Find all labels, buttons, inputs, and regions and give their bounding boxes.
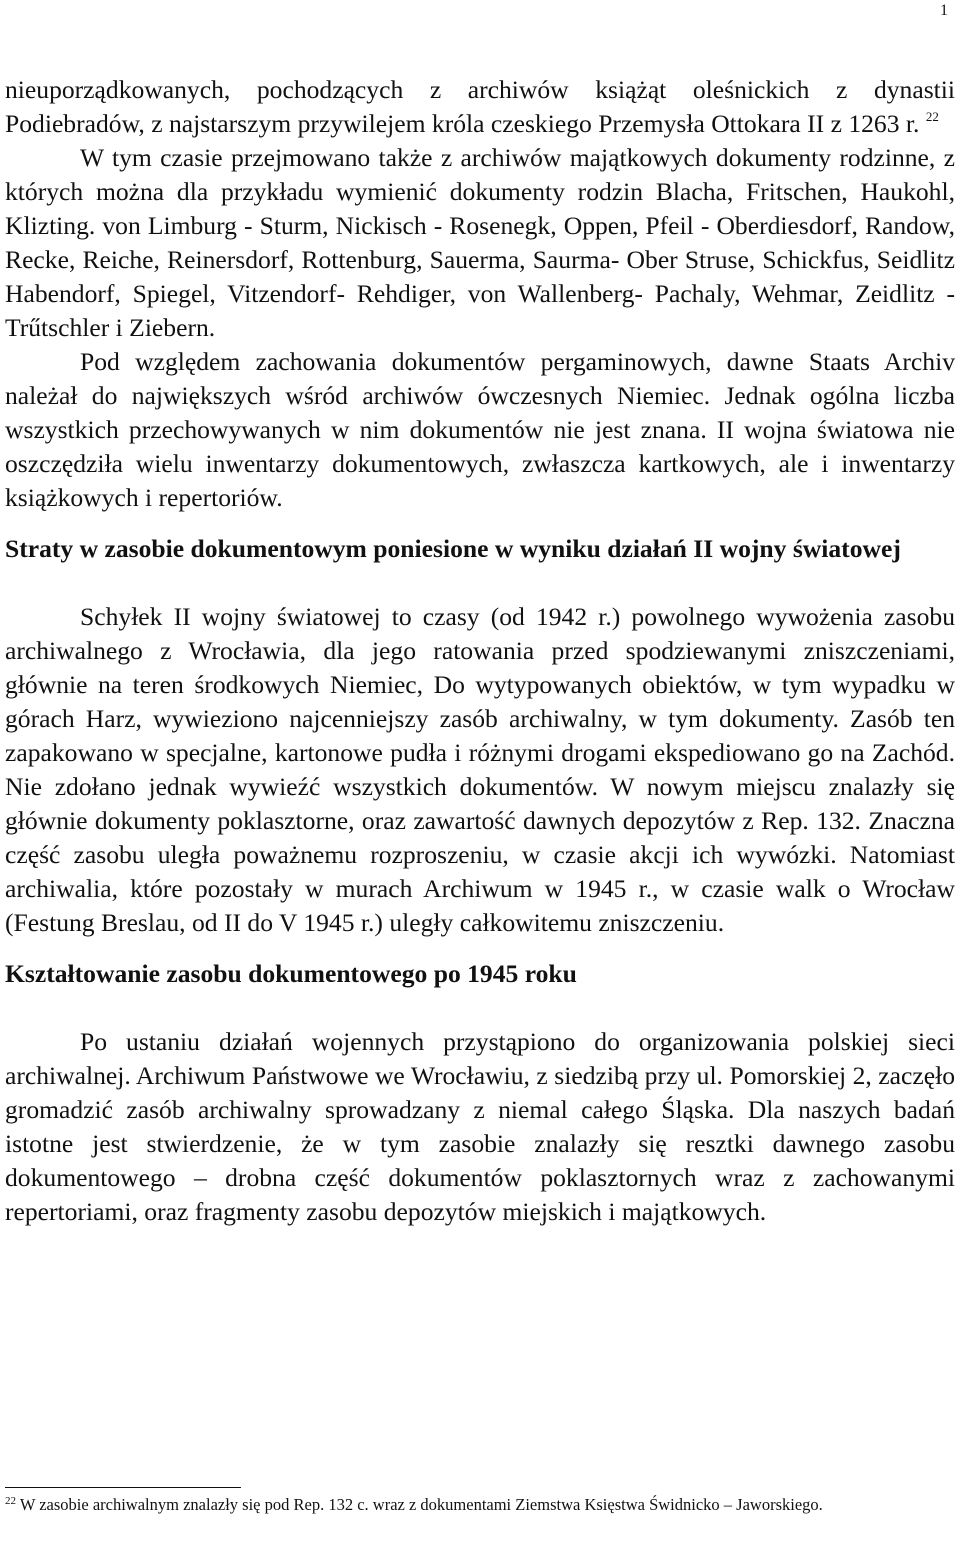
page-number: 1 [940,2,948,19]
paragraph-continuation [5,73,955,141]
paragraph-family-documents: W tym czasie przejmowano także z archiwów majątkowych dokumenty rodzinne, z których można dla przykładu wymienić dokumenty rodzin Blacha, Fritschen, Haukohl, Klizting. von Limburg - Sturm, Nickisch - Rosenegk, Oppen, Pfeil - Oberdiesdorf, Randow, Recke, Reiche, Reinersdorf, Rottenburg, Sauerma, Saurma- Ober Struse, Schickfus, Seidlitz Habendorf, Spiegel, Vitzendorf- Rehdiger, von Wallenberg- Pachaly, Wehmar, Zeidlitz - Trűtschler i Ziebern. [5,143,955,342]
paragraph-text: nieuporządkowanych, pochodzących z archiwów książąt oleśnickich z dynastii Podiebradów, z najstarszym przywilejem króla czeskiego Przemysła Ottokara II z 1263 r. [5,75,955,138]
footnote-text: W zasobie archiwalnym znalazły się pod Rep. 132 c. wraz z dokumentami Ziemstwa Księstwa Świdnicko – Jaworskiego. [16,1495,823,1514]
section-heading-post-1945: Kształtowanie zasobu dokumentowego po 1945 roku [5,959,577,988]
paragraph-parchment-documents: Pod względem zachowania dokumentów pergaminowych, dawne Staats Archiv należał do największych wśród archiwów ówczesnych Niemiec. Jednak ogólna liczba wszystkich przechowywanych w nim dokumentów nie jest znana. II wojna światowa nie oszczędziła wielu inwentarzy dokumentowych, zwłaszcza kartkowych, ale i inwentarzy książkowych i repertoriów. [5,347,955,512]
paragraph-post-1945: Po ustaniu działań wojennych przystąpiono do organizowania polskiej sieci archiwalnej. Archiwum Państwowe we Wrocławiu, z siedzibą przy ul. Pomorskiej 2, zaczęło gromadzić zasób archiwalny sprowadzany z niemal całego Śląska. Dla naszych badań istotne jest stwierdzenie, że w tym zasobie znalazły się resztki dawnego zasobu dokumentowego – drobna część dokumentów poklasztornych wraz z zachowanymi repertoriami, oraz fragmenty zasobu depozytów miejskich i majątkowych. [5,1027,955,1226]
footnote [5,1492,955,1517]
paragraph-losses: Schyłek II wojny światowej to czasy (od 1942 r.) powolnego wywożenia zasobu archiwalnego z Wrocławia, dla jego ratowania przed spodziewanymi zniszczeniami, głównie na teren środkowych Niemiec, Do wytypowanych obiektów, w tym wypadku w górach Harz, wywieziono najcenniejszy zasób archiwalny, w tym dokumenty. Zasób ten zapakowano w specjalne, kartonowe pudła i różnymi drogami ekspediowano go na Zachód. Nie zdołano jednak wywieźć wszystkich dokumentów. W nowym miejscu znalazły się głównie dokumenty poklasztorne, oraz zawartość dawnych depozytów z Rep. 132. Znaczna część zasobu uległa poważnemu rozproszeniu, w czasie akcji ich wywózki. Natomiast archiwalia, które pozostały w murach Archiwum w 1945 r., w czasie walk o Wrocław (Festung Breslau, od II do V 1945 r.) uległy całkowitemu zniszczeniu. [5,602,955,937]
footnote-separator [5,1487,241,1488]
document-body [5,73,955,1229]
section-heading-losses: Straty w zasobie dokumentowym poniesione w wyniku działań II wojny światowej [5,534,901,563]
footnote-reference: 22 [925,109,939,124]
footnote-marker: 22 [5,1495,16,1507]
